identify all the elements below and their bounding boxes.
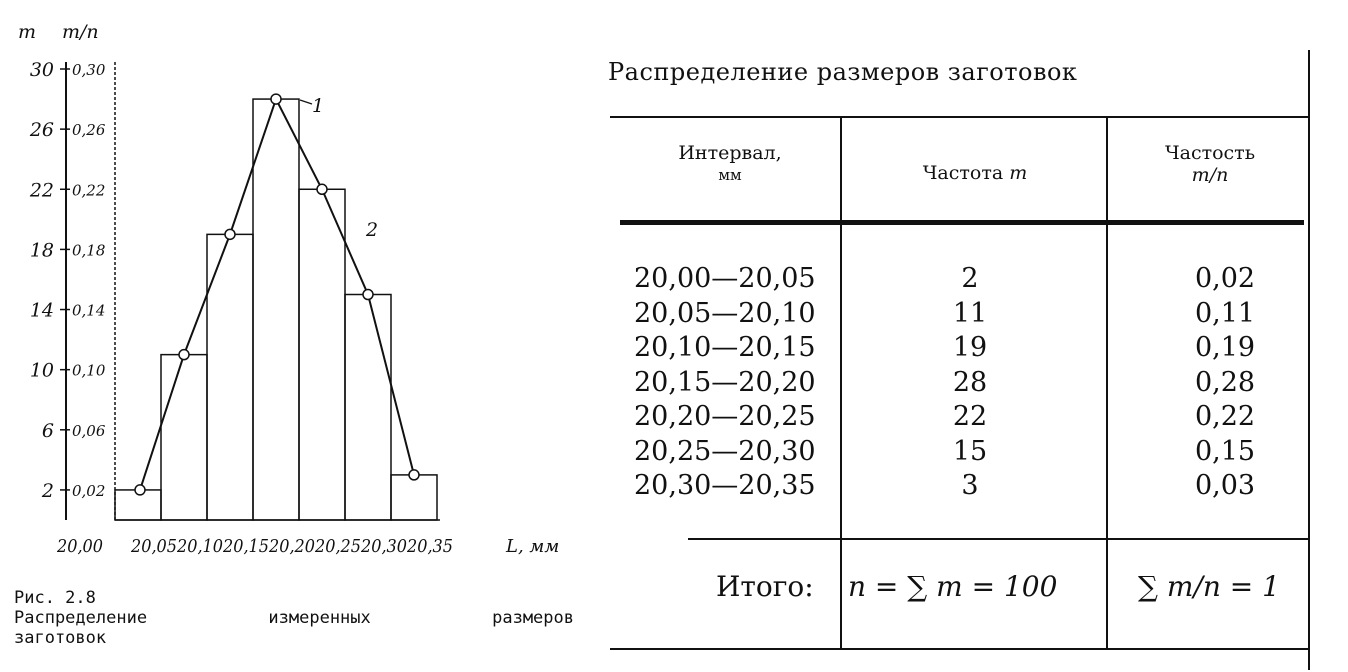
curve-label-2: 2 [366, 219, 379, 241]
total-relative [1138, 570, 1280, 603]
figure-number: Рис. 2.8 [14, 588, 96, 608]
polygon-point [135, 485, 145, 495]
frequency-column [940, 262, 1000, 504]
x-tick-label: 20,20 [268, 536, 315, 557]
table-title: Распределение размеров заготовок [608, 58, 1078, 86]
y-tick-label-relative: 0,06 [72, 421, 106, 440]
histogram-bar [161, 355, 207, 520]
header-relative-label: Частость [1164, 142, 1256, 164]
x-tick-label: 20,15 [222, 536, 269, 557]
polygon-point [179, 350, 189, 360]
y-tick-label-relative: 0,26 [72, 121, 106, 140]
total-relative-formula: ∑ m/n = 1 [1138, 570, 1280, 603]
table-cell-relative: 0,02 [1194, 263, 1256, 294]
distribution-table [610, 116, 1310, 650]
caption-word: размеров [492, 608, 574, 628]
histogram-bar [345, 295, 391, 521]
histogram-figure [0, 0, 580, 672]
x-tick-label: 20,25 [314, 536, 361, 557]
polygon-point [363, 290, 373, 300]
x-tick-label: 20,35 [406, 536, 453, 557]
x-tick-label: 20,00 [56, 536, 103, 557]
table-cell-relative: 0,11 [1194, 297, 1256, 329]
relative-column [1170, 262, 1280, 504]
caption-line [14, 608, 574, 628]
header-interval [630, 142, 830, 186]
figure-caption [14, 588, 574, 648]
table-cell-relative: 0,28 [1194, 366, 1256, 398]
header-frequency-symbol: m [1009, 162, 1028, 184]
table-cell-frequency: 2 [961, 263, 979, 294]
x-tick-label: 20,10 [176, 536, 223, 557]
table-cell-interval: 20,25—20,30 [634, 435, 816, 467]
y-tick-label: 26 [29, 119, 54, 142]
total-label: Итого: [716, 570, 814, 603]
table-cell-relative: 0,19 [1194, 332, 1256, 363]
header-frequency [846, 162, 1104, 184]
header-frequency-label: Частота [922, 162, 1004, 184]
y-tick-label: 30 [29, 59, 54, 81]
polygon-point [225, 229, 235, 239]
curve-label-leader [300, 100, 312, 104]
y-tick-label-relative: 0,18 [72, 241, 106, 260]
total-rule [688, 538, 1310, 540]
total-frequency [848, 570, 1057, 603]
header-relative-symbol: m/n [1191, 164, 1229, 186]
table-cell-relative: 0,22 [1194, 401, 1256, 432]
header-interval-label: Интервал, [678, 142, 782, 164]
table-cell-frequency: 15 [952, 435, 988, 467]
table-cell-frequency: 19 [952, 332, 988, 363]
table-cell-interval: 20,15—20,20 [634, 366, 816, 398]
table-cell-frequency: 22 [952, 401, 988, 432]
x-tick-label: 20,05 [130, 536, 177, 557]
y-tick-label: 14 [29, 299, 54, 322]
polygon-point [409, 470, 419, 480]
table-cell-frequency: 11 [952, 297, 988, 329]
histogram-bar [391, 475, 437, 520]
x-axis-label: L, мм [506, 536, 560, 557]
column-divider [1106, 118, 1108, 648]
caption-word: измеренных [268, 608, 371, 628]
histogram-chart [0, 0, 580, 580]
y-axis-label-relative: m/n [62, 21, 99, 43]
table-cell-interval: 20,05—20,10 [634, 297, 816, 329]
y-tick-label-relative: 0,14 [72, 301, 106, 320]
polygon-point [317, 184, 327, 194]
y-axis-label: m [18, 21, 37, 43]
table-cell-interval: 20,20—20,25 [634, 401, 816, 432]
y-tick-label-relative: 0,30 [72, 61, 106, 79]
curve-label-1: 1 [312, 95, 325, 117]
y-tick-label-relative: 0,02 [72, 481, 106, 500]
table-cell-relative: 0,15 [1194, 435, 1256, 467]
table-cell-interval: 20,30—20,35 [634, 470, 816, 501]
header-rule [620, 220, 1304, 225]
y-tick-label: 6 [41, 419, 54, 442]
caption-word: Распределение [14, 608, 148, 628]
table-cell-frequency: 3 [961, 470, 979, 501]
y-tick-label-relative: 0,10 [72, 361, 106, 380]
caption-word: заготовок [14, 628, 107, 648]
histogram-bar [253, 99, 299, 520]
x-tick-label: 20,30 [360, 536, 407, 557]
distribution-table-block [590, 40, 1330, 670]
y-tick-label: 22 [29, 179, 54, 202]
histogram-bar [299, 189, 345, 520]
y-tick-label: 2 [41, 479, 54, 502]
header-interval-unit: мм [718, 166, 742, 184]
table-cell-frequency: 28 [952, 366, 988, 398]
total-frequency-formula: n = ∑ m = 100 [848, 570, 1058, 603]
y-tick-label: 18 [29, 239, 54, 262]
table-cell-interval: 20,10—20,15 [634, 332, 816, 363]
y-tick-label: 10 [29, 359, 54, 382]
polygon-point [271, 94, 281, 104]
interval-column [634, 262, 844, 504]
table-cell-interval: 20,00—20,05 [634, 263, 816, 294]
header-relative [1112, 142, 1308, 186]
table-cell-relative: 0,03 [1194, 470, 1256, 501]
y-tick-label-relative: 0,22 [72, 181, 106, 200]
